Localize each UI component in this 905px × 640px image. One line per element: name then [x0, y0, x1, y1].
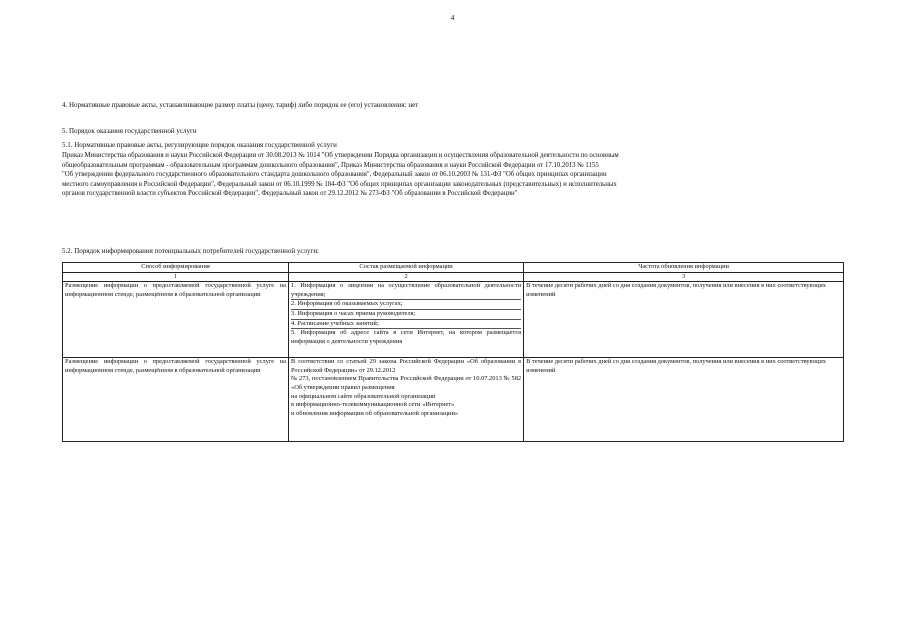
header-method: Способ информирования	[63, 263, 289, 273]
table-row	[63, 358, 844, 442]
section-5-2-heading: 5.2. Порядок информирования потенциальных потребителей государственной услуги:	[62, 247, 320, 255]
table-number-row	[63, 272, 844, 282]
cell-content	[289, 282, 524, 358]
section-5-1-line: общеобразовательным программам - образовательным программам дошкольного образования", Приказ Министерства образования и науки Российской Федерации от 17.10.2013 № 1155	[62, 161, 599, 169]
content-item: и обновления информации об образовательной организации»	[291, 409, 459, 417]
content-item: 4. Расписание учебных занятий;	[291, 319, 521, 329]
content-item: В соответствии со статьей 29 закона Российской Федерации «Об образовании в Российской Федерации» от 29.12.2012	[291, 358, 522, 374]
page-number: 4	[450, 13, 455, 22]
content-item: 3. Информация о часах приема руководителя;	[291, 309, 521, 319]
section-5-1-body	[62, 151, 852, 199]
cell-frequency: В течение десяти рабочих дней со дня создания документов, получения или внесения в них соответствующих изменений	[524, 358, 844, 442]
section-5-1-line: местного самоуправления в Российской Федерации", Федеральный закон от 06.10.1999 № 184-ФЗ "Об общих принципах организации законодательных (представительных) и исполнительных	[62, 180, 617, 188]
section-5-1-heading: 5.1. Нормативные правовые акты, регулирующие порядок оказания государственной услуги	[62, 141, 337, 149]
content-item: № 273, постановлением Правительства Российской Федерации от 10.07.2013 № 582 «Об утверждении правил размещения	[291, 375, 522, 391]
cell-method: Размещение информации о предоставляемой государственной услуге на информационном стенде, размещённом в образовательной организации	[63, 358, 289, 442]
section-5-1-line: "Об утверждении федерального государственного образовательного стандарта дошкольного образования", Федеральный закон от 06.10.2003 № 131-ФЗ "Об общих принципах организации	[62, 171, 607, 178]
column-number: 1	[63, 272, 289, 282]
content-item: 2. Информация об оказываемых услугах;	[291, 299, 521, 309]
information-table	[62, 262, 844, 442]
column-number: 3	[524, 272, 844, 282]
content-item: на официальном сайте образовательной организации	[291, 392, 436, 400]
cell-method: Размещение информации о предоставляемой государственной услуге на информационном стенде, размещённом в образовательной организации	[63, 282, 289, 358]
section-5-1-line: Приказ Министерства образования и науки Российской Федерации от 30.08.2013 № 1014 "Об утверждении Порядка организации и осуществления образовательной деятельности по основным	[62, 152, 619, 159]
section-5-heading: 5. Порядок оказания государственной услуги	[62, 127, 197, 135]
cell-frequency: В течение десяти рабочих дней со дня создания документов, получения или внесения в них соответствующих изменений	[524, 282, 844, 358]
content-item: 5. Информация об адресе сайта в сети Интернет, на котором размещается информация о деятельности учреждения	[291, 329, 522, 345]
content-item: в информационно-телекоммуникационной сети «Интернет»	[291, 401, 455, 409]
table-row	[63, 282, 844, 358]
content-item: 1. Информация о лицензии на осуществление образовательной деятельности учреждения;	[291, 282, 522, 298]
section-4-text: 4. Нормативные правовые акты, устанавливающие размер платы (цену, тариф) либо порядок ее (его) установления: нет	[62, 101, 419, 109]
column-number: 2	[289, 272, 524, 282]
table-header-row	[63, 263, 844, 273]
cell-content	[289, 358, 524, 442]
section-5-1-line: органов государственной власти субъектов Российской Федерации", Федеральный закон от 29.12.2012 № 273-ФЗ "Об образовании в Российской Федерации"	[62, 190, 518, 197]
header-frequency: Частота обновления информации	[524, 263, 844, 273]
header-content: Состав размещаемой информации	[289, 263, 524, 273]
